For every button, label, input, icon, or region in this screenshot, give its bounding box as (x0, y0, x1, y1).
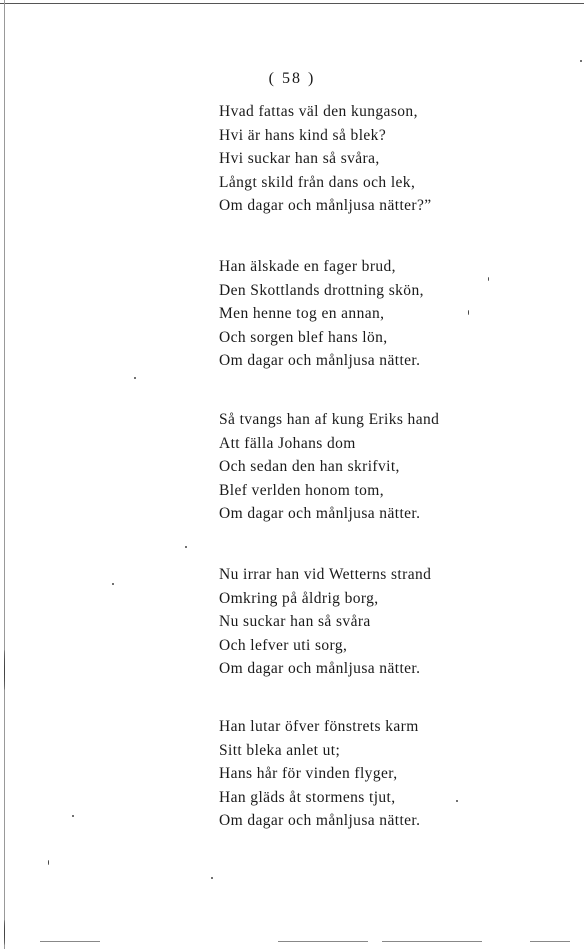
verse-line: Så tvangs han af kung Eriks hand (219, 411, 440, 428)
stanza-4 (219, 563, 431, 681)
scan-speck (211, 877, 213, 879)
verse-line: Hvi är hans kind så blek? (219, 126, 387, 144)
stanza-1 (219, 100, 432, 218)
page-number: ( 58 ) (268, 70, 316, 87)
verse-line: Att fälla Johans dom (219, 434, 356, 452)
verse-line: Den Skottlands drottning skön, (219, 281, 424, 299)
verse-line: Hans hår för vinden flyger, (219, 765, 398, 782)
verse-line: Långt skild från dans och lek, (219, 173, 416, 191)
scan-speck (456, 800, 458, 802)
bottom-edge-line (278, 941, 368, 942)
refrain-line: Om dagar och månljusa nätter. (219, 812, 421, 829)
scan-speck (488, 277, 489, 281)
bottom-edge-line (382, 941, 482, 942)
scan-speck (48, 860, 49, 865)
bottom-edge-line (530, 941, 570, 942)
verse-line: Han gläds åt stormens tjut, (219, 788, 396, 806)
scan-speck (468, 310, 469, 315)
scan-speck (134, 377, 136, 379)
verse-line: Nu suckar han så svåra (219, 613, 371, 630)
verse-line: Och sedan den han skrifvit, (219, 458, 400, 475)
verse-line: Han lutar öfver fönstrets karm (219, 718, 419, 735)
verse-line: Hvi suckar han så svåra, (219, 150, 380, 167)
refrain-line: Om dagar och månljusa nätter?” (219, 197, 432, 214)
scan-speck (4, 650, 5, 690)
verse-line: Och lefver uti sorg, (219, 636, 348, 654)
verse-line: Sitt bleka anlet ut; (219, 741, 341, 759)
bottom-edge-line (40, 941, 100, 942)
verse-line: Och sorgen blef hans lön, (219, 328, 388, 346)
page-edge-top (0, 3, 584, 4)
verse-line: Nu irrar han vid Wetterns strand (219, 566, 432, 583)
scan-speck (580, 60, 582, 62)
verse-line: Han älskade en fager brud, (219, 258, 396, 275)
refrain-line: Om dagar och månljusa nätter. (219, 505, 421, 522)
stanza-5 (219, 715, 420, 833)
stanza-2 (219, 255, 424, 373)
scan-speck (112, 583, 114, 585)
stanza-3 (219, 408, 439, 526)
verse-line: Omkring på åldrig borg, (219, 589, 379, 607)
verse-line: Hvad fattas väl den kungason, (219, 103, 418, 120)
scan-speck (185, 546, 187, 548)
verse-line: Men henne tog en annan, (219, 305, 385, 322)
scan-speck (4, 920, 5, 945)
scan-speck (72, 815, 74, 817)
page-edge-left (4, 0, 5, 949)
verse-line: Blef verlden honom tom, (219, 481, 385, 499)
refrain-line: Om dagar och månljusa nätter. (219, 660, 421, 677)
refrain-line: Om dagar och månljusa nätter. (219, 352, 421, 369)
